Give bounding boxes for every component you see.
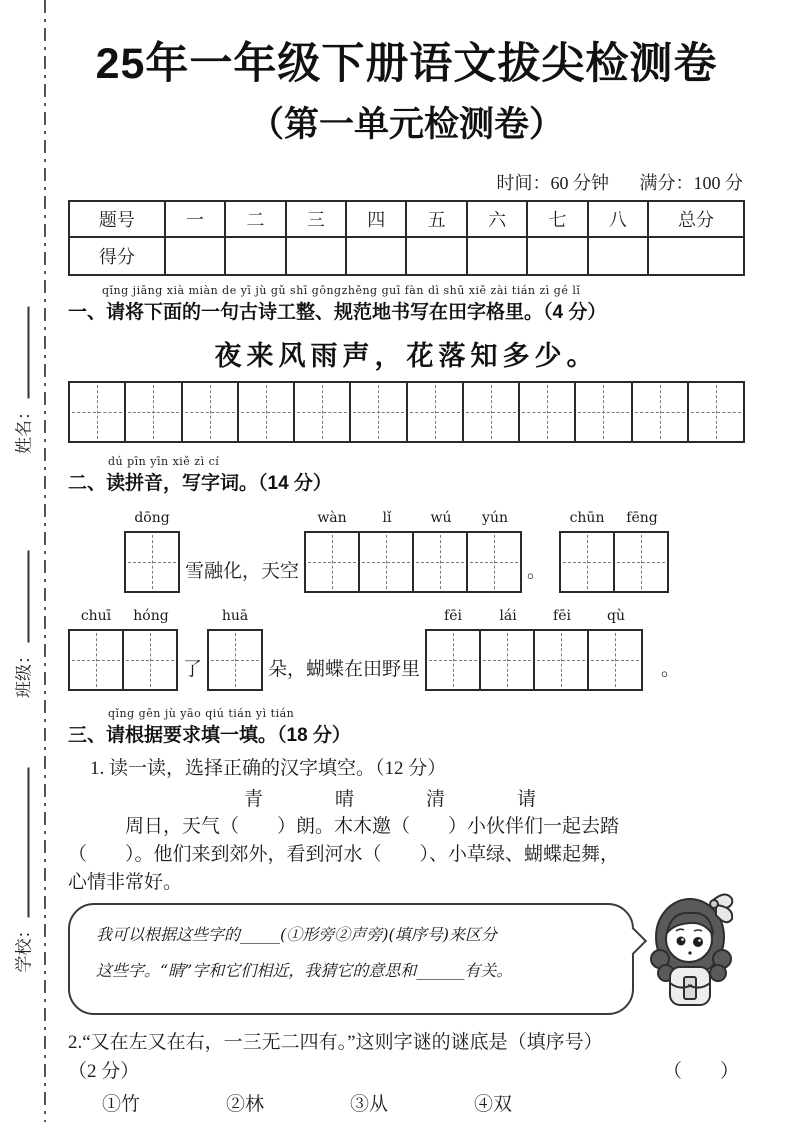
pinyin-label: chūn <box>569 510 605 526</box>
pinyin-label: fēi <box>444 608 462 624</box>
q2-score: （2 分） <box>68 1061 140 1082</box>
tianzige-group[interactable] <box>124 507 180 593</box>
fill-word-row <box>68 605 745 691</box>
row-text: 。 <box>661 659 681 680</box>
tianzige-box[interactable] <box>124 531 180 593</box>
q2-option[interactable]: ④双 <box>474 1094 513 1115</box>
score-input-cell[interactable] <box>527 237 587 275</box>
writing-cell[interactable] <box>535 605 589 691</box>
student-class-field <box>10 545 35 705</box>
bubble-line: 我可以根据这些字的_____(①形旁②声旁)(填序号)来区分 <box>96 925 497 944</box>
tianzige-group[interactable] <box>425 605 643 691</box>
tianzige-box[interactable] <box>183 383 239 441</box>
passage-line: （ ）。他们来到郊外，看到河水（ ）、小草绿、蝴蝶起舞， <box>68 844 620 865</box>
score-header-cell: 五 <box>406 201 466 237</box>
section3-heading: 三、请根据要求填一填。（18 分） <box>68 725 351 746</box>
score-header-cell: 总分 <box>648 201 744 237</box>
writing-cell[interactable] <box>481 605 535 691</box>
tianzige-box[interactable] <box>70 383 126 441</box>
score-header-cell: 六 <box>467 201 527 237</box>
score-table <box>68 200 745 276</box>
tianzige-box[interactable] <box>358 531 414 593</box>
tianzige-group[interactable] <box>68 605 178 691</box>
bubble-line: 这些字。“睛”字和它们相近，我猜它的意思和______有关。 <box>96 961 513 980</box>
writing-cell[interactable] <box>468 507 522 593</box>
score-input-cell[interactable] <box>406 237 466 275</box>
row-text: 。 <box>527 561 547 582</box>
pinyin-label: fēi <box>553 608 571 624</box>
student-name-field <box>10 301 35 461</box>
score-header-cell: 四 <box>346 201 406 237</box>
girl-illustration <box>640 881 744 1015</box>
score-input-cell[interactable] <box>588 237 648 275</box>
passage-line: 心情非常好。 <box>68 872 183 893</box>
tianzige-box[interactable] <box>412 531 468 593</box>
row-text: 雪融化，天空 <box>185 561 300 582</box>
score-input-cell[interactable] <box>286 237 346 275</box>
row-text: 了 <box>183 659 203 680</box>
time-limit: 时间：60 分钟 <box>496 173 609 193</box>
q2-prompt: 2.“又在左又在右，一三无二四有。”这则字谜的谜底是（填序号） <box>68 1032 603 1053</box>
tianzige-box[interactable] <box>559 531 615 593</box>
tianzige-group[interactable] <box>559 507 669 593</box>
pinyin-label: hóng <box>133 608 169 624</box>
writing-cell[interactable] <box>559 507 615 593</box>
row-text: 朵，蝴蝶在田野里 <box>268 659 421 680</box>
score-table-header-row <box>69 201 744 237</box>
pinyin-label: chuī <box>80 608 112 624</box>
seal-dash-line <box>44 0 46 1122</box>
tianzige-box[interactable] <box>408 383 464 441</box>
writing-cell[interactable] <box>207 605 263 691</box>
calligraphy-grid[interactable] <box>68 381 745 443</box>
tianzige-box[interactable] <box>207 629 263 691</box>
score-header-cell: 二 <box>225 201 285 237</box>
speech-bubble <box>68 903 634 1015</box>
writing-cell[interactable] <box>124 507 180 593</box>
pinyin-label: wú <box>430 510 452 526</box>
score-header-cell: 七 <box>527 201 587 237</box>
score-input-cell[interactable] <box>165 237 225 275</box>
q2-option[interactable]: ①竹 <box>102 1094 141 1115</box>
tianzige-box[interactable] <box>576 383 632 441</box>
score-header-cell: 题号 <box>69 201 165 237</box>
hint-area <box>68 903 745 1015</box>
score-header-cell: 一 <box>165 201 225 237</box>
class-label: 班级： <box>14 647 34 698</box>
tianzige-group[interactable] <box>304 507 522 593</box>
writing-cell[interactable] <box>304 507 360 593</box>
tianzige-box[interactable] <box>425 629 481 691</box>
q2-score-line <box>68 1056 745 1083</box>
tianzige-box[interactable] <box>122 629 178 691</box>
q1-option[interactable]: 晴 <box>335 789 355 810</box>
q1-prompt: 1. 读一读，选择正确的汉字填空。（12 分） <box>90 758 447 779</box>
section1-pinyin: qǐng jiāng xià miàn de yī jù gǔ shī gōngzhěng guī fàn dì shū xiě zài tián zì gé lǐ <box>102 284 581 297</box>
q1-option[interactable]: 清 <box>426 789 446 810</box>
tianzige-box[interactable] <box>633 383 689 441</box>
score-row-label: 得分 <box>69 237 165 275</box>
name-label: 姓名： <box>14 403 34 454</box>
exam-paper <box>68 30 745 1116</box>
tianzige-box[interactable] <box>68 629 124 691</box>
class-blank-line[interactable] <box>26 551 30 643</box>
writing-cell[interactable] <box>68 605 124 691</box>
tianzige-box[interactable] <box>304 531 360 593</box>
writing-cell[interactable] <box>615 507 669 593</box>
q2-options <box>102 1089 745 1116</box>
pinyin-label: lái <box>499 608 517 624</box>
pinyin-label: wàn <box>317 510 347 526</box>
tianzige-box[interactable] <box>464 383 520 441</box>
tianzige-box[interactable] <box>351 383 407 441</box>
tianzige-box[interactable] <box>295 383 351 441</box>
q1-options <box>244 784 745 811</box>
score-header-cell: 三 <box>286 201 346 237</box>
full-score: 满分：100 分 <box>639 173 743 193</box>
name-blank-line[interactable] <box>26 307 30 399</box>
score-header-cell: 八 <box>588 201 648 237</box>
q2-answer-blank[interactable]: （ ） <box>662 1061 739 1082</box>
score-input-cell[interactable] <box>467 237 527 275</box>
section2-pinyin: dú pīn yīn xiě zì cí <box>108 455 220 468</box>
section3-pinyin: qǐng gēn jù yāo qiú tián yì tián <box>108 707 295 720</box>
score-table-score-row <box>69 237 744 275</box>
tianzige-box[interactable] <box>533 629 589 691</box>
q2-option[interactable]: ③从 <box>350 1094 389 1115</box>
tianzige-box[interactable] <box>689 383 743 441</box>
poem-line: 夜来风雨声，花落知多少。 <box>214 341 599 372</box>
student-school-field <box>10 813 35 973</box>
pinyin-label: huā <box>221 608 249 624</box>
tianzige-box[interactable] <box>520 383 576 441</box>
tianzige-box[interactable] <box>479 629 535 691</box>
pinyin-label: lǐ <box>382 510 392 526</box>
page-subtitle: （第一单元检测卷） <box>248 105 564 144</box>
writing-cell[interactable] <box>414 507 468 593</box>
section1-heading: 一、请将下面的一句古诗工整、规范地书写在田字格里。（4 分） <box>68 302 607 323</box>
tianzige-box[interactable] <box>613 531 669 593</box>
writing-cell[interactable] <box>360 507 414 593</box>
q2-option[interactable]: ②林 <box>226 1094 265 1115</box>
writing-cell[interactable] <box>589 605 643 691</box>
pinyin-label: fēng <box>626 510 658 526</box>
q1-option[interactable]: 青 <box>244 789 264 810</box>
page-title: 25年一年级下册语文拔尖检测卷 <box>95 40 718 88</box>
section2-heading: 二、读拼音，写字词。（14 分） <box>68 473 332 494</box>
tianzige-box[interactable] <box>239 383 295 441</box>
pinyin-label: qù <box>607 608 626 624</box>
score-input-cell[interactable] <box>225 237 285 275</box>
score-input-cell[interactable] <box>346 237 406 275</box>
fill-word-row <box>124 507 745 593</box>
score-input-cell[interactable] <box>648 237 744 275</box>
tianzige-group[interactable] <box>207 605 263 691</box>
q1-option[interactable]: 请 <box>517 789 537 810</box>
school-blank-line[interactable] <box>26 768 30 918</box>
passage-line: 周日，天气（ ）朗。木木邀（ ）小伙伴们一起去踏 <box>125 816 620 837</box>
tianzige-box[interactable] <box>126 383 182 441</box>
school-label: 学校： <box>14 921 34 973</box>
tianzige-box[interactable] <box>587 629 643 691</box>
exam-info <box>68 169 745 195</box>
writing-cell[interactable] <box>425 605 481 691</box>
pinyin-label: yún <box>482 510 508 526</box>
tianzige-box[interactable] <box>466 531 522 593</box>
writing-cell[interactable] <box>124 605 178 691</box>
pinyin-label: dōng <box>134 510 170 526</box>
